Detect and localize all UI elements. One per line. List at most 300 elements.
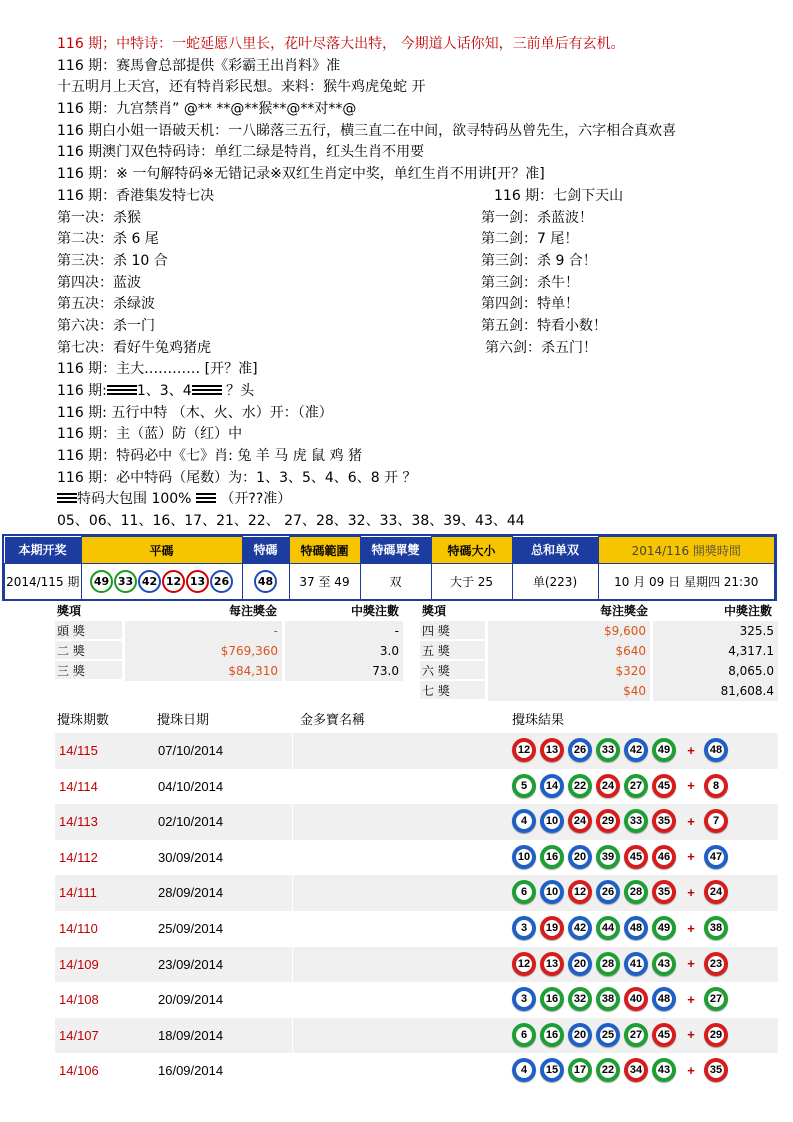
plus-sign: + [687,778,695,794]
plus-sign: + [687,1062,695,1078]
forecast-line-right-text: 第三剑：杀牛！ [481,274,579,291]
forecast-line-text: 第三决：杀 10 合 [57,252,168,269]
ball-number: 26 [573,744,587,756]
history-period[interactable]: 14/113 [59,814,98,830]
forecast-line [57,142,777,164]
lottery-ball [512,845,536,869]
history-col-name: 金多寶名稱 [300,713,366,728]
forecast-line [57,424,777,446]
header-special-size: 特碼大小 [431,537,512,564]
forecast-line [57,99,777,121]
ball-number: 13 [545,957,559,970]
prize-amount: $40 [488,681,650,701]
forecast-line [57,446,777,468]
prize-amount: $769,360 [125,641,282,661]
lottery-ball [624,952,648,976]
bars-prefix: 116 期: [57,383,107,399]
history-balls [512,1058,732,1084]
history-date: 30/09/2014 [158,849,224,865]
ball-number: 45 [629,850,643,863]
ball-number: 19 [545,922,559,934]
history-row [55,804,778,840]
column-divider [292,1018,293,1054]
history-period[interactable]: 14/110 [59,921,98,936]
lottery-ball [540,880,564,904]
plus-sign: + [687,813,695,829]
plus-sign: + [687,920,695,936]
prize-amount: - [125,621,282,641]
ball-number: 16 [545,850,559,863]
forecast-line [57,56,777,78]
forecast-line [57,34,777,56]
lottery-ball [540,1023,564,1047]
bar-glyph [107,385,137,397]
lottery-ball [596,1058,620,1082]
history-balls [512,916,732,942]
lottery-ball [512,1058,536,1082]
history-date: 18/09/2014 [158,1027,224,1043]
ball-number: 49 [657,922,671,934]
ball-number: 28 [629,886,643,899]
lottery-ball [596,845,620,869]
prize-col-count: 中獎注數 [723,604,772,618]
lottery-ball [624,1058,648,1082]
forecast-line-right-text: 116 期：七剑下天山 [494,187,624,204]
prize-col-amount: 每注獎金 [599,604,648,618]
forecast-line-right-text: 第二剑：7 尾！ [481,231,579,248]
header-regular-numbers: 平碼 [81,537,242,564]
lottery-ball [540,952,564,976]
ball-number: 3 [516,991,532,1007]
forecast-line-text: 第七决：看好牛兔鸡猪虎 [57,339,211,356]
history-header [57,709,777,731]
forecast-line-text: 第六决：杀一门 [57,317,155,334]
lottery-ball [652,809,676,833]
history-period[interactable]: 14/108 [59,992,99,1008]
history-row [55,733,778,769]
ball-number: 45 [657,779,671,792]
special-size-value: 大于 25 [431,564,512,600]
regular-ball: 42 [138,570,161,593]
forecast-line-text: 116 期：必中特码（尾数）为：1、3、5、4、6、8 开 ？ [57,469,417,486]
ball-number: 27 [629,1028,643,1041]
lottery-ball [652,880,676,904]
ball-number: 20 [573,1028,587,1041]
history-date: 02/10/2014 [158,814,224,830]
lottery-ball [512,1023,536,1047]
ball-number: 32 [573,993,587,1006]
prize-count: 4,317.1 [653,641,778,661]
ball-number: 34 [629,1064,643,1077]
ball-number: 40 [629,993,643,1006]
forecast-line-right-text: 第三剑：杀 9 合！ [481,252,597,269]
ball-number: 41 [629,957,643,970]
history-row [55,875,778,911]
prize-col-name: 獎項 [57,604,82,618]
ball-number: 33 [601,744,615,756]
history-row [55,1053,778,1089]
history-balls [512,987,732,1013]
column-divider [292,804,293,840]
lottery-ball [512,952,536,976]
history-date: 16/09/2014 [158,1063,224,1079]
header-sum-odd-even: 总和单双 [512,537,598,564]
ball-number: 26 [601,886,615,899]
ball-number: 33 [629,815,643,828]
lottery-ball [512,809,536,833]
ball-number: 47 [709,850,723,863]
special-odd-even-value: 双 [360,564,431,600]
prize-row [420,661,778,681]
header-special-number: 特碼 [242,537,289,564]
ball-number: 22 [573,779,587,792]
forecast-line-text: 116 期：主（蓝）防（红）中 [57,426,243,443]
forecast-line-numbers: 05、06、11、16、17、21、22、 27、28、32、33、38、39、43、44 [57,513,525,530]
ball-number: 25 [601,1028,615,1041]
lottery-ball [652,987,676,1011]
lottery-ball [596,880,620,904]
prize-count: 3.0 [285,641,403,661]
lottery-ball [652,952,676,976]
forecast-line-text: 第四决：蓝波 [57,274,141,291]
ball-number: 49 [657,744,671,756]
ball-number: 42 [629,744,643,756]
lottery-ball [568,845,592,869]
history-balls [512,1023,732,1049]
lottery-ball [540,809,564,833]
plus-sign: + [687,991,695,1007]
prize-name: 二 獎 [57,644,85,658]
prize-amount: $320 [488,661,650,681]
ball-number: 35 [657,886,671,899]
ball-number: 27 [629,779,643,792]
forecast-line-text: 116 期：赛馬會总部提供《彩霸王出肖料》准 [57,57,341,74]
forecast-line-bag [57,489,777,511]
forecast-line-text: 116 期；中特诗：一蛇延愿八里长，花叶尽落大出特， 今期道人话你知，三前单后有玄机。 [57,36,625,52]
history-date: 23/09/2014 [158,956,224,972]
history-row [55,911,778,947]
ball-number: 6 [516,1027,532,1043]
special-lottery-ball [704,880,728,904]
ball-number: 12 [517,744,531,756]
history-date: 20/09/2014 [158,992,224,1008]
prize-count: - [285,621,403,641]
ball-number: 28 [601,957,615,970]
lottery-ball [596,738,620,762]
special-lottery-ball [704,916,728,940]
prize-row [420,641,778,661]
prize-col-amount: 每注獎金 [228,604,277,618]
history-period[interactable]: 14/114 [59,778,98,794]
lottery-ball [568,809,592,833]
prize-row [55,641,403,661]
prize-table-right [420,601,778,701]
history-period[interactable]: 14/111 [59,885,97,901]
lottery-ball [540,1058,564,1082]
forecast-line-text: 第二决：杀 6 尾 [57,231,159,248]
ball-number: 45 [657,1028,671,1041]
forecast-line-text: 116 期白小姐一语破天机：一八睇落三五行，横三直二在中间，欲寻特码丛曾先生，六字相合真欢喜 [57,122,677,139]
lottery-ball [624,774,648,798]
ball-number: 48 [629,922,643,934]
forecast-line [57,121,777,143]
header-next-draw-time: 2014/116 開獎時間 [598,537,775,564]
lottery-ball [512,774,536,798]
ball-number: 43 [657,1064,671,1077]
lottery-ball [540,774,564,798]
lottery-ball [568,880,592,904]
forecast-line-text: 第一决：杀猴 [57,209,141,226]
ball-number: 46 [657,850,671,863]
column-divider [292,1053,293,1089]
column-divider [292,982,293,1018]
forecast-line-text: 116 期: 五行中特 （木、火、水）开：（准） [57,404,333,421]
ball-number: 20 [573,957,587,970]
lottery-ball [596,774,620,798]
lottery-ball [652,845,676,869]
plus-sign: + [687,1027,695,1043]
column-divider [292,911,293,947]
forecast-line-text: 116 期：特码必中《七》肖: 兔 羊 马 虎 鼠 鸡 猪 [57,448,363,465]
forecast-line-right-text: 第四剑：特单！ [481,296,579,313]
forecast-line-right-text: 第五剑：特看小数！ [481,317,607,334]
bar-glyph [57,493,77,505]
ball-number: 10 [545,886,559,899]
prize-count: 81,608.4 [653,681,778,701]
prize-row [55,661,403,681]
prize-amount: $84,310 [125,661,282,681]
regular-ball: 26 [210,570,233,593]
sum-value: 单(223) [512,564,598,600]
prize-header-right [420,601,778,621]
bar-glyph [196,493,216,505]
ball-number: 6 [516,884,532,900]
history-row [55,840,778,876]
ball-number: 44 [601,922,615,934]
forecast-line [57,186,777,208]
special-lottery-ball [704,987,728,1011]
ball-number: 4 [516,813,532,829]
lottery-ball [596,952,620,976]
history-balls [512,952,732,978]
forecast-text-block [57,34,777,533]
lottery-ball [568,774,592,798]
prize-name: 五 獎 [422,644,450,658]
lottery-ball [512,738,536,762]
column-divider [292,733,293,769]
forecast-line-text: 第五决：杀绿波 [57,296,155,313]
forecast-line [57,338,777,360]
history-date: 04/10/2014 [158,778,224,794]
special-lottery-ball [704,845,728,869]
lottery-ball [624,987,648,1011]
bag-mid: 特码大包围 100% [77,491,192,508]
plus-sign: + [687,884,695,900]
plus-sign: + [687,956,695,972]
lottery-ball [596,1023,620,1047]
history-row [55,947,778,983]
prize-row [55,621,403,641]
ball-number: 24 [709,886,723,899]
lottery-ball [652,916,676,940]
ball-number: 5 [516,778,532,794]
lottery-ball [540,845,564,869]
header-special-odd-even: 特碼單雙 [360,537,431,564]
plus-sign: + [687,849,695,865]
lottery-ball [624,880,648,904]
history-period[interactable]: 14/109 [59,956,99,972]
forecast-line-text: 十五明月上天宫，还有特肖彩民想。来料：猴牛鸡虎兔蛇 开 [57,79,426,96]
prize-name: 三 獎 [57,664,85,678]
forecast-line-text: 116 期：香港集发特七决 [57,187,215,204]
forecast-line [57,77,777,99]
lottery-ball [624,738,648,762]
lottery-ball [652,1058,676,1082]
bars-mid: 1、3、4 [136,383,192,399]
ball-number: 23 [709,957,723,970]
forecast-line-text: 116 期澳门双色特码诗：单红二绿是特肖，红头生肖不用要 [57,144,425,161]
ball-number: 8 [708,778,724,794]
bars-suffix: ？头 [221,383,255,399]
lottery-ball [568,916,592,940]
ball-number: 38 [709,922,723,934]
history-period[interactable]: 14/112 [59,849,98,865]
lottery-ball [540,987,564,1011]
history-balls [512,774,732,800]
regular-ball: 13 [186,570,209,593]
lottery-ball [624,1023,648,1047]
prize-amount: $9,600 [488,621,650,641]
history-period[interactable]: 14/107 [59,1027,99,1043]
column-divider [292,769,293,805]
regular-ball: 12 [162,570,185,593]
draw-value-row [5,564,775,600]
ball-number: 48 [657,993,671,1006]
ball-number: 35 [709,1064,723,1077]
history-date: 25/09/2014 [158,921,224,936]
header-current-draw: 本期开奖 [5,537,82,564]
special-lottery-ball [704,809,728,833]
prize-name: 七 獎 [422,684,450,698]
forecast-line [57,316,777,338]
lottery-ball [568,952,592,976]
plus-sign: + [687,742,695,758]
ball-number: 20 [573,850,587,863]
regular-ball: 49 [90,570,113,593]
draw-result-panel [2,534,777,601]
ball-number: 29 [709,1028,723,1041]
prize-header-left [55,601,403,621]
lottery-ball [512,880,536,904]
ball-number: 16 [545,1028,559,1041]
lottery-ball [624,809,648,833]
lottery-ball [652,738,676,762]
forecast-line-text: 116 期：※ 一句解特码※无错记录※双红生肖定中奖，单红生肖不用讲[开？准] [57,166,545,183]
forecast-line-right-text: 第一剑：杀蓝波！ [481,209,593,226]
forecast-line [57,294,777,316]
lottery-ball [512,916,536,940]
ball-number: 16 [545,993,559,1006]
bag-suffix: （开??准） [215,491,292,508]
ball-number: 13 [545,744,559,756]
special-lottery-ball [704,1058,728,1082]
forecast-line [57,273,777,295]
history-date: 28/09/2014 [158,885,224,901]
prize-name: 四 獎 [422,624,450,638]
bar-glyph [192,385,222,397]
ball-number: 17 [573,1064,587,1077]
ball-number: 42 [573,922,587,934]
history-balls [512,880,732,906]
lottery-ball [596,809,620,833]
forecast-line [57,229,777,251]
special-lottery-ball [704,952,728,976]
prize-row [420,621,778,641]
forecast-line [57,164,777,186]
history-row [55,769,778,805]
forecast-line [57,403,777,425]
ball-number: 38 [601,993,615,1006]
lottery-ball [512,987,536,1011]
history-period[interactable]: 14/106 [59,1063,99,1079]
lottery-ball [624,916,648,940]
ball-number: 35 [657,815,671,828]
history-col-date: 攪珠日期 [157,713,210,728]
lottery-ball [568,987,592,1011]
lottery-ball [568,1058,592,1082]
ball-number: 14 [545,779,559,792]
history-date: 07/10/2014 [158,743,224,758]
history-balls [512,845,732,871]
special-lottery-ball [704,1023,728,1047]
lottery-ball [540,916,564,940]
history-row [55,982,778,1018]
special-ball-cell [242,564,289,600]
history-col-result: 攪珠結果 [512,713,565,728]
next-draw-time: 10 月 09 日 星期四 21:30 [598,564,775,600]
lottery-ball [596,987,620,1011]
ball-number: 48 [709,744,723,756]
lottery-ball [568,1023,592,1047]
lottery-ball [652,1023,676,1047]
ball-number: 24 [601,779,615,792]
prize-count: 8,065.0 [653,661,778,681]
ball-number: 15 [545,1064,559,1077]
history-period[interactable]: 14/115 [59,743,98,758]
ball-number: 22 [601,1064,615,1077]
ball-number: 3 [516,920,532,936]
forecast-line-text: 116 期：主大………… [开？准] [57,361,258,378]
ball-number: 39 [601,850,615,863]
prize-col-name: 獎項 [422,604,447,618]
special-lottery-ball [704,774,728,798]
header-special-range: 特碼範圍 [289,537,360,564]
prize-amount: $640 [488,641,650,661]
prize-count: 325.5 [653,621,778,641]
ball-number: 12 [573,886,587,899]
forecast-line [57,359,777,381]
ball-number: 43 [657,957,671,970]
ball-number: 12 [517,957,531,970]
ball-number: 4 [516,1062,532,1078]
ball-number: 24 [573,815,587,828]
draw-period: 2014/115 期 [5,564,82,600]
forecast-line-bars [57,381,777,403]
ball-number: 7 [708,813,724,829]
prize-row [420,681,778,701]
forecast-line [57,251,777,273]
forecast-line [57,208,777,230]
